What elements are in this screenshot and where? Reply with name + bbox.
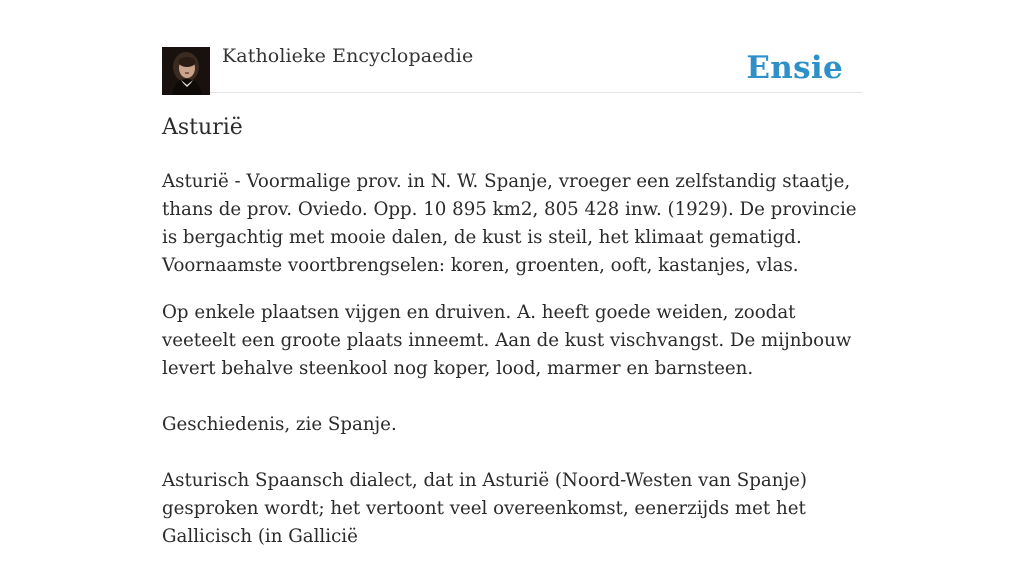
header: [162, 0, 862, 93]
paragraph: Asturisch Spaansch dialect, dat in Asturië (Noord-Westen van Spanje) gesproken wordt; het vertoont veel overeenkomst, eenerzijds met het Gallicisch (in Gallicië: [162, 470, 807, 547]
brand-logo[interactable]: Ensie: [746, 50, 843, 86]
portrait-avatar-icon[interactable]: [162, 47, 210, 95]
paragraph: Asturië - Voormalige prov. in N. W. Spanje, vroeger een zelfstandig staatje, thans de prov. Oviedo. Opp. 10 895 km2, 805 428 inw. (1929). De provincie is bergachtig met mooie dalen, de kust is steil, het klimaat gematigd. Voornaamste voortbrengselen: koren, groenten, ooft, kastanjes, vlas.: [162, 171, 857, 276]
article-body: [162, 168, 862, 570]
article-title: Asturië: [162, 115, 243, 140]
source-title[interactable]: Katholieke Encyclopaedie: [222, 45, 474, 67]
paragraph: Geschiedenis, zie Spanje.: [162, 414, 397, 435]
paragraph: Op enkele plaatsen vijgen en druiven. A. heeft goede weiden, zoodat veeteelt een groote plaats inneemt. Aan de kust vischvangst. De mijnbouw levert behalve steenkool nog koper, lood, marmer en barnsteen.: [162, 302, 852, 379]
page: [162, 0, 862, 547]
